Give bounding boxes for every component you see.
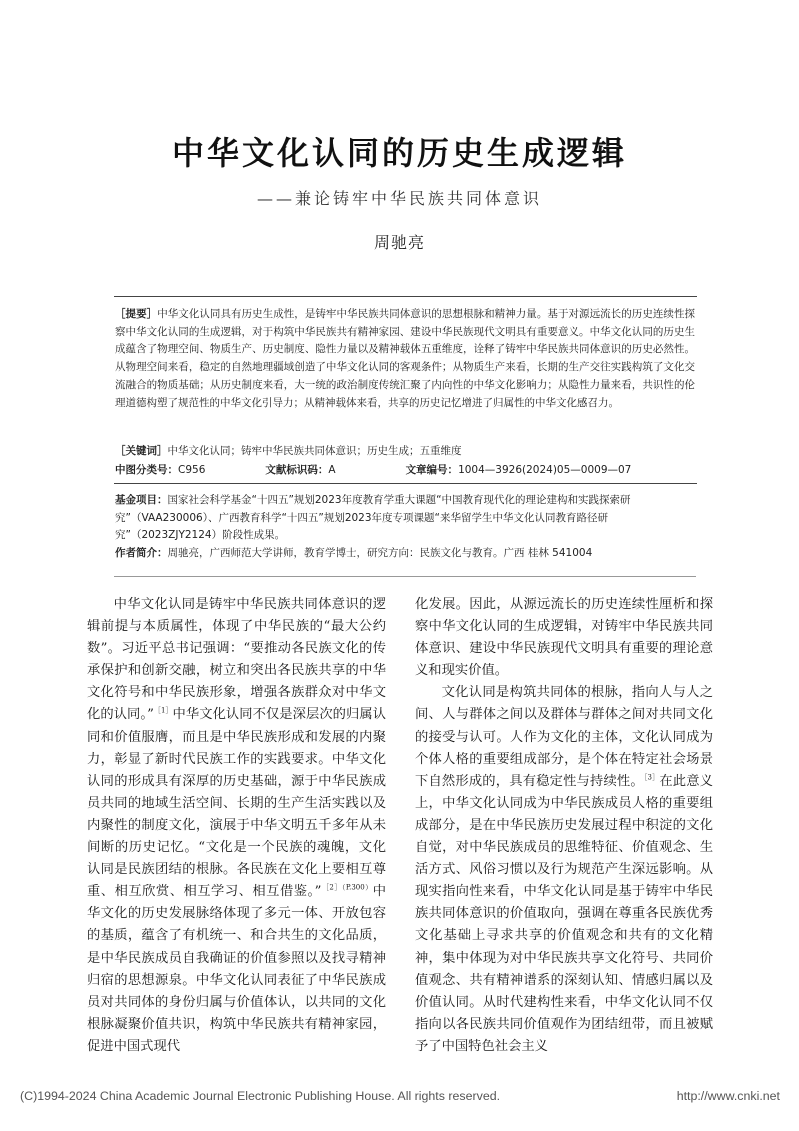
fund-text: 国家社会科学基金“十四五”规划2023年度教育学重大课题“中国教育现代化的理论建构和实践探索研究”（VAA230006）、广西教育科学“十四五”规划2023年度专项课题“来华留学生中华文化认同教育路径研究”（2023ZJY2124）阶段性成果。 bbox=[115, 494, 631, 542]
article-subtitle: ——兼论铸牢中华民族共同体意识 bbox=[256, 189, 542, 208]
body-right-column bbox=[415, 594, 713, 1058]
body-separator-rule bbox=[114, 576, 696, 577]
abstract bbox=[115, 306, 695, 412]
body-text: 中华文化认同不仅是深层次的归属认同和价值服膺，而且是中华民族形成和发展的内聚力，彰显了新时代民族工作的实践要求。中华文化认同的形成具有深厚的历史基础，源于中华民族成员共同的地域生活空间、长期的生产生活实践以及内聚性的制度文化，演展于中华文明五千多年从未间断的历史记忆。“文化是一个民族的魂魄，文化认同是民族团结的根脉。各民族在文化上要相互尊重、相互欣赏、相互学习、相互借鉴。” bbox=[87, 707, 386, 900]
citation-ref: ［1］ bbox=[153, 707, 173, 716]
abstract-paragraph bbox=[115, 306, 695, 412]
page-footer bbox=[20, 1089, 780, 1103]
author-bio-label: 作者简介： bbox=[115, 547, 168, 560]
abstract-text: 中华文化认同具有历史生成性，是铸牢中华民族共同体意识的思想根脉和精神力量。基于对源远流长的历史连续性探察中华文化认同的生成逻辑，对于构筑中华民族共有精神家园、建设中华民族现代文明具有重要意义。中华文化认同的历史生成蕴含了物理空间、物质生产、历史制度、隐性力量以及精神载体五重维度，诠释了铸牢中华民族共同体意识的历史必然性。从物理空间来看，稳定的自然地理疆域创造了中华文化认同的客观条件；从物质生产来看，长期的生产交往实践构筑了文化交流融合的物质基础；从历史制度来看，大一统的政治制度传统汇聚了内向性的中华文化影响力；从隐性力量来看，共识性的伦理道德构塑了规范性的中华文化引导力；从精神载体来看，共享的历史记忆增进了归属性的中华文化感召力。 bbox=[115, 308, 695, 409]
body-text: 中华文化的历史发展脉络体现了多元一体、开放包容的基质，蕴含了有机统一、和合共生的文化品质，是中华民族成员自我确证的价值参照以及找寻精神归宿的思想源泉。中华文化认同表征了中华民族成员对共同体的身份归属与价值体认，以共同的文化根脉凝聚价值共识，构筑中华民族共有精神家园，促进中国式现代 bbox=[87, 884, 386, 1054]
keywords-text: 中华文化认同；铸牢中华民族共同体意识；历史生成；五重维度 bbox=[167, 445, 462, 457]
body-text: 在此意义上，中华文化认同成为中华民族成员人格的重要组成部分，是在中华民族历史发展过程中积淀的文化自觉，对中华民族成员的思维特征、价值观念、生活方式、风俗习惯以及行为规范产生深远影响。从现实指向性来看，中华文化认同是基于铸牢中华民族共同体意识的价值取向，强调在尊重各民族优秀文化基础上寻求共享的价值观念和共有的文化精神，集中体现为对中华民族共享文化符号、共同价值观念、共有精神谱系的深刻认知、情感归属以及价值认同。从时代建构性来看，中华文化认同不仅指向以各民族共同价值观作为团结纽带，而且被赋予了中国特色社会主义 bbox=[415, 773, 713, 1054]
body-paragraph bbox=[87, 594, 386, 1058]
clc-value: C956 bbox=[178, 464, 206, 476]
abstract-top-rule bbox=[114, 296, 697, 297]
doc-code-label: 文献标识码： bbox=[265, 464, 329, 476]
body-paragraph bbox=[415, 682, 713, 1058]
fund-paragraph bbox=[115, 492, 699, 545]
doc-code-value: A bbox=[328, 464, 336, 476]
keywords bbox=[115, 443, 695, 458]
citation-ref: ［3］ bbox=[643, 773, 660, 782]
article-number-label: 文章编号： bbox=[405, 464, 459, 476]
abstract-bottom-rule bbox=[114, 483, 697, 484]
body-left-column bbox=[87, 594, 386, 1058]
citation-ref: ［2］（P.300） bbox=[321, 883, 373, 892]
copyright-notice: (C)1994-2024 China Academic Journal Electronic Publishing House. All rights reserved. bbox=[20, 1089, 501, 1103]
article-title: 中华文化认同的历史生成逻辑 bbox=[171, 134, 627, 172]
classification-line bbox=[115, 462, 695, 477]
cnki-link[interactable]: http://www.cnki.net bbox=[676, 1089, 780, 1103]
body-text: 文化认同是构筑共同体的根脉，指向人与人之间、人与群体之间以及群体与群体之间对共同文化的接受与认可。人作为文化的主体，文化认同成为个体人格的重要组成部分，是个体在特定社会场景下自然形成的，具有稳定性与持续性。 bbox=[415, 685, 713, 789]
abstract-label: ［提要］ bbox=[115, 308, 158, 320]
article-number-value: 1004—3926(2024)05—0009—07 bbox=[458, 464, 632, 476]
fund-info bbox=[115, 492, 699, 563]
keywords-label: ［关键词］ bbox=[115, 445, 168, 457]
body-paragraph: 化发展。因此，从源远流长的历史连续性厘析和探察中华文化认同的生成逻辑，对铸牢中华民族共同体意识、建设中华民族现代文明具有重要的理论意义和现实价值。 bbox=[415, 597, 713, 679]
author-bio-paragraph bbox=[115, 545, 699, 563]
fund-label: 基金项目： bbox=[115, 494, 168, 506]
clc-label: 中图分类号： bbox=[115, 464, 178, 476]
author-bio-text: 周驰亮，广西师范大学讲师，教育学博士，研究方向：民族文化与教育。广西 桂林 541004 bbox=[167, 547, 593, 560]
author-name: 周驰亮 bbox=[373, 233, 425, 252]
body-text: 中华文化认同是铸牢中华民族共同体意识的逻辑前提与本质属性，体现了中华民族的“最大公约数”。习近平总书记强调：“要推动各民族文化的传承保护和创新交融，树立和突出各民族共享的中华文化符号和中华民族形象，增强各族群众对中华文化的认同。” bbox=[87, 597, 386, 723]
